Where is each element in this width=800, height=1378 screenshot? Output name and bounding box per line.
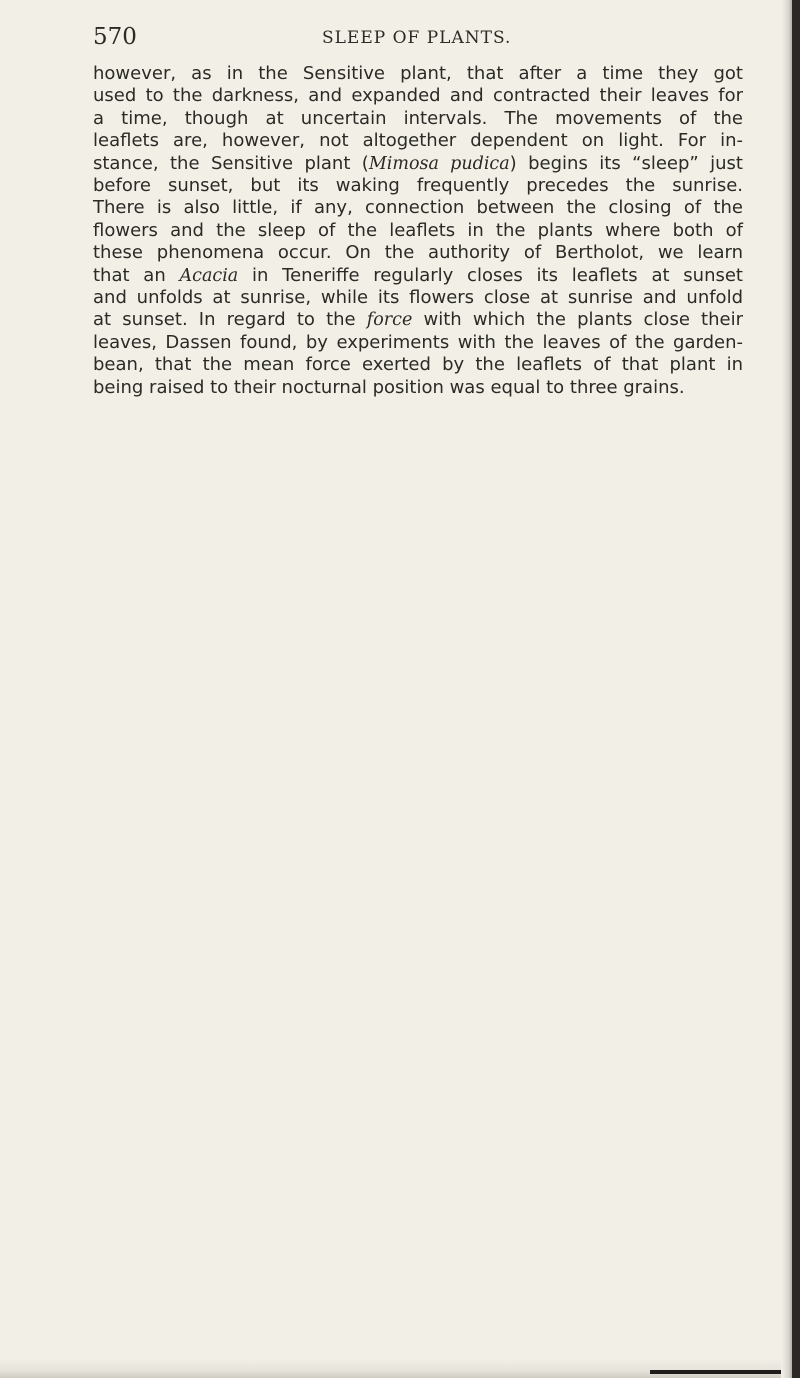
text-line <box>93 130 743 152</box>
body-paragraph <box>93 63 743 399</box>
text-run: leaflets are, however, not altogether dependent on light. For in- <box>93 130 743 152</box>
text-line <box>93 220 743 242</box>
text-run: flowers and the sleep of the leaflets in the plants where both of <box>93 219 743 241</box>
running-head: SLEEP OF PLANTS. <box>322 28 512 48</box>
text-run: bean, that the mean force exerted by the leaflets of that plant in <box>93 354 743 376</box>
text-line <box>93 377 743 399</box>
text-line <box>93 175 743 197</box>
text-run: and unfolds at sunrise, while its flowers close at sunrise and unfold <box>93 287 743 309</box>
italic-term: force <box>366 310 413 331</box>
text-run: ) begins its “sleep” just <box>509 152 743 174</box>
text-line <box>93 153 743 175</box>
text-line <box>93 287 743 309</box>
italic-term: Acacia <box>179 265 239 286</box>
text-line <box>93 354 743 376</box>
text-line <box>93 108 743 130</box>
text-run: that an <box>93 264 180 286</box>
text-line <box>93 332 743 354</box>
text-run: in Teneriffe regularly closes its leaflets at sunset <box>238 264 743 286</box>
text-run: stance, the Sensitive plant ( <box>93 152 369 174</box>
text-run: these phenomena occur. On the authority of Bertholot, we learn <box>93 242 743 264</box>
text-run: however, as in the Sensitive plant, that after a time they got <box>93 63 743 84</box>
page-bottom-edge <box>0 1358 800 1378</box>
page-header <box>93 24 763 52</box>
text-line <box>93 309 743 331</box>
italic-term: Mimosa pudica <box>368 153 510 174</box>
page-number: 570 <box>93 24 137 50</box>
text-run: being raised to their nocturnal position was equal to three grains. <box>93 376 685 398</box>
text-line <box>93 197 743 219</box>
book-spine-shadow <box>792 0 800 1378</box>
text-line <box>93 265 743 287</box>
text-run: used to the darkness, and expanded and contracted their leaves for <box>93 85 743 107</box>
text-run: a time, though at uncertain intervals. The movements of the <box>93 107 743 129</box>
text-run: There is also little, if any, connection between the closing of the <box>93 197 743 219</box>
text-run: leaves, Dassen found, by experiments with the leaves of the garden- <box>93 331 743 353</box>
text-line <box>93 63 743 85</box>
text-run: with which the plants close their <box>412 309 743 331</box>
page-bottom-shadow <box>650 1370 800 1374</box>
text-run: before sunset, but its waking frequently precedes the sunrise. <box>93 175 743 197</box>
text-run: at sunset. In regard to the <box>93 309 367 331</box>
text-line <box>93 242 743 264</box>
text-line <box>93 85 743 107</box>
